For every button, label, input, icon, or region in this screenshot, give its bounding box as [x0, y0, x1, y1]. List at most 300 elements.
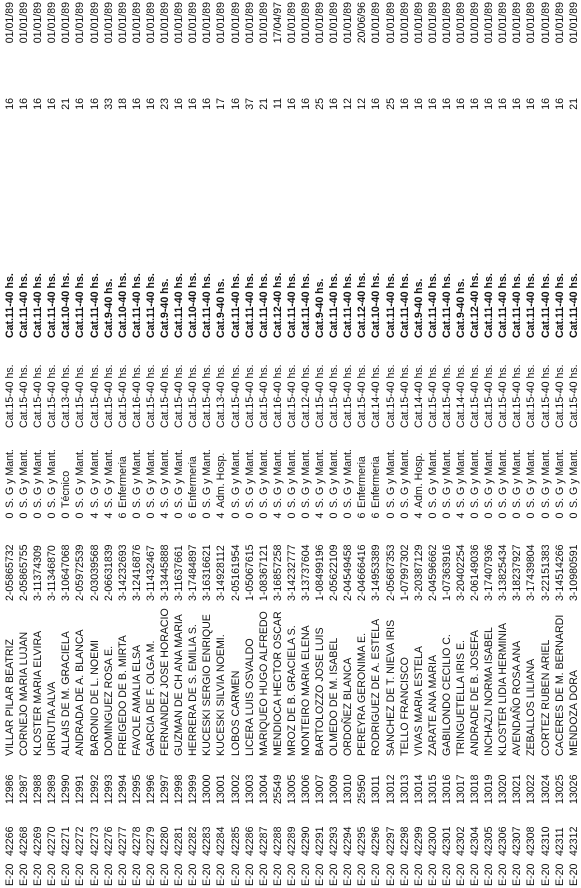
legajo-cell: 25950 [356, 774, 369, 804]
new-category-cell: Cat.10-40 hs. [60, 272, 73, 338]
old-category-cell: Cat.15-40 hs. [384, 364, 397, 428]
points-cell: 12 [342, 98, 355, 110]
file-number-cell: 42282 [187, 826, 200, 856]
file-number-cell: 42273 [88, 826, 101, 856]
document-cell: 3-20387129 [412, 544, 425, 601]
file-number-cell: 42298 [398, 826, 411, 856]
table-row [426, 2, 440, 886]
file-number-cell: 42301 [440, 826, 453, 856]
date-cell: 01/01/89 [384, 2, 397, 44]
new-category-cell: Cat.12-40 hs. [469, 272, 482, 338]
table-row [17, 2, 31, 886]
code-cell: E-20 [328, 863, 341, 886]
new-category-cell: Cat.11-40 hs. [229, 273, 242, 338]
flag-cell: 0 [299, 512, 312, 519]
legajo-cell: 12997 [159, 774, 172, 804]
table-row [510, 2, 524, 886]
date-cell: 01/01/89 [285, 2, 298, 44]
flag-cell: 0 [229, 512, 242, 519]
file-number-cell: 42280 [159, 826, 172, 856]
table-row [45, 2, 59, 886]
points-cell: 16 [469, 98, 482, 110]
points-cell: 16 [412, 98, 425, 110]
points-cell: 16 [370, 98, 383, 110]
table-row [73, 2, 87, 886]
name-cell: VIVAS MARIA ESTELA [412, 646, 425, 756]
old-category-cell: Cat.15-40 hs. [426, 364, 439, 428]
flag-cell: 0 [328, 512, 341, 519]
name-cell: ORDOÑEZ BLANCA [342, 657, 355, 756]
document-cell: 3-11637661 [173, 545, 186, 601]
area-cell: S. G y Mant. [342, 449, 355, 508]
code-cell: E-20 [74, 863, 87, 886]
table-row [271, 2, 285, 886]
area-cell: S. G y Mant. [32, 449, 45, 508]
date-cell: 01/01/89 [88, 2, 101, 44]
area-cell: S. G y Mant. [483, 449, 496, 508]
legajo-cell: 13002 [229, 774, 242, 804]
code-cell: E-20 [299, 863, 312, 886]
file-number-cell: 42294 [342, 826, 355, 856]
table-row [229, 2, 243, 886]
document-cell: 3-14928112 [215, 545, 228, 601]
table-row [3, 2, 17, 886]
code-cell: E-20 [229, 863, 242, 886]
old-category-cell: Cat.15-40 hs. [567, 364, 580, 428]
code-cell: E-20 [525, 863, 538, 886]
date-cell: 01/01/89 [60, 2, 73, 44]
new-category-cell: Cat.9-40 hs. [412, 278, 425, 338]
document-cell: 2-04596662 [426, 544, 439, 601]
name-cell: CACERES DE M. BERNARDI [553, 614, 566, 756]
date-cell: 01/01/89 [567, 2, 580, 44]
legajo-cell: 13011 [370, 775, 383, 804]
points-cell: 16 [144, 98, 157, 110]
code-cell: E-20 [116, 863, 129, 886]
flag-cell: 0 [144, 512, 157, 519]
name-cell: KUCESKI SERGIO ENRIQUE [201, 614, 214, 756]
document-cell: 3-16857258 [271, 544, 284, 601]
area-cell: S. G y Mant. [46, 449, 59, 508]
points-cell: 16 [497, 98, 510, 110]
new-category-cell: Cat.11-40 hs. [384, 273, 397, 338]
area-cell: S. G y Mant. [525, 449, 538, 508]
table-row [299, 2, 313, 886]
code-cell: E-20 [243, 863, 256, 886]
file-number-cell: 42271 [60, 826, 73, 856]
old-category-cell: Cat.15-40 hs. [144, 364, 157, 428]
date-cell: 01/01/89 [74, 2, 87, 44]
legajo-cell: 13020 [497, 774, 510, 804]
legajo-cell: 13012 [384, 774, 397, 804]
file-number-cell: 42306 [497, 826, 510, 856]
area-cell: Enfermeria [187, 456, 200, 508]
document-cell: 3-18237927 [511, 544, 524, 601]
name-cell: CORNEJO MARIA LUJAN [18, 631, 31, 756]
area-cell: S. G y Mant. [243, 449, 256, 508]
code-cell: E-20 [88, 863, 101, 886]
document-cell: 2-05161954 [229, 544, 242, 601]
date-cell: 17/04/97 [271, 2, 284, 44]
area-cell: S. G y Mant. [426, 449, 439, 508]
flag-cell: 6 [116, 512, 129, 519]
old-category-cell: Cat.15-40 hs. [314, 364, 327, 428]
area-cell: S. G y Mant. [440, 449, 453, 508]
code-cell: E-20 [130, 863, 143, 886]
old-category-cell: Cat.15-40 hs. [88, 364, 101, 428]
flag-cell: 0 [46, 512, 59, 519]
new-category-cell: Cat.11-40 hs. [130, 273, 143, 338]
date-cell: 01/01/89 [229, 2, 242, 44]
area-cell: S. G y Mant. [553, 449, 566, 508]
area-cell: S. G y Mant. [229, 449, 242, 508]
file-number-cell: 42272 [74, 826, 87, 856]
code-cell: E-20 [567, 863, 580, 886]
file-number-cell: 42300 [426, 826, 439, 856]
document-cell: 2-04666416 [356, 544, 369, 601]
old-category-cell: Cat.15-40 hs. [116, 364, 129, 428]
old-category-cell: Cat.15-40 hs. [342, 364, 355, 428]
flag-cell: 4 [102, 512, 115, 519]
old-category-cell: Cat.15-40 hs. [201, 364, 214, 428]
name-cell: BARTOLOZZO JOSE LUIS [314, 627, 327, 756]
code-cell: E-20 [455, 863, 467, 886]
old-category-cell: Cat.12-40 hs. [299, 364, 312, 428]
points-cell: 16 [173, 98, 186, 110]
old-category-cell: Cat.15-40 hs. [511, 364, 524, 428]
name-cell: PEREYRA GERONIMA E. [356, 632, 369, 756]
legajo-cell: 13005 [285, 774, 298, 804]
flag-cell: 0 [497, 512, 510, 519]
points-cell: 16 [4, 98, 16, 110]
date-cell: 01/01/89 [455, 2, 467, 44]
area-cell: S. G y Mant. [497, 449, 510, 508]
flag-cell: 0 [426, 512, 439, 519]
name-cell: BARONIO DE L. NOEMI [88, 640, 101, 756]
flag-cell: 6 [356, 512, 369, 519]
document-cell: 2-04549458 [342, 544, 355, 601]
date-cell: 01/01/89 [299, 2, 312, 44]
points-cell: 16 [88, 98, 101, 110]
new-category-cell: Cat.11-40 hs. [426, 273, 439, 338]
flag-cell: 0 [201, 512, 214, 519]
old-category-cell: Cat.15-40 hs. [525, 364, 538, 428]
date-cell: 01/01/89 [159, 2, 172, 44]
table-row [172, 2, 186, 886]
legajo-cell: 13003 [243, 774, 256, 804]
name-cell: VILLAR PILAR BEATRIZ [4, 639, 16, 756]
table-row [214, 2, 228, 886]
file-number-cell: 42279 [144, 826, 157, 856]
new-category-cell: Cat.9-40 hs. [455, 278, 467, 338]
date-cell: 01/01/89 [370, 2, 383, 44]
date-cell: 01/01/89 [314, 2, 327, 44]
legajo-cell: 25549 [271, 774, 284, 804]
file-number-cell: 42308 [525, 826, 538, 856]
name-cell: GUZMAN DE CH ANA MARIA [173, 614, 186, 756]
old-category-cell: Cat.14-40 hs. [455, 364, 467, 428]
legajo-cell: 13022 [525, 774, 538, 804]
legajo-cell: 12992 [88, 774, 101, 804]
name-cell: GARCIA DE F. OLGA M. [144, 640, 157, 756]
points-cell: 16 [398, 98, 411, 110]
old-category-cell: Cat.15-40 hs. [173, 364, 186, 428]
flag-cell: 0 [553, 512, 566, 519]
document-cell: 3-20402254 [455, 544, 467, 601]
document-cell: 3-13445888 [159, 544, 172, 601]
date-cell: 01/01/89 [173, 2, 186, 44]
document-cell: 3-16316621 [201, 544, 214, 601]
new-category-cell: Cat.9-40 hs. [215, 278, 228, 338]
area-cell: Adm. Hosp. [412, 452, 425, 508]
area-cell: Enfermeria [370, 456, 383, 508]
table-row [355, 2, 369, 886]
old-category-cell: Cat.15-40 hs. [328, 364, 341, 428]
new-category-cell: Cat.12-40 hs. [271, 272, 284, 338]
file-number-cell: 42277 [116, 826, 129, 856]
points-cell: 18 [116, 98, 129, 110]
new-category-cell: Cat.11-40 hs. [18, 273, 31, 338]
new-category-cell: Cat.11-40 hs. [46, 273, 59, 338]
table-row [496, 2, 510, 886]
area-cell: S. G y Mant. [257, 449, 270, 508]
points-cell: 21 [60, 98, 73, 110]
name-cell: ZARATE ANA MARIA [426, 654, 439, 756]
code-cell: E-20 [539, 863, 552, 886]
area-cell: S. G y Mant. [88, 449, 101, 508]
table-body [3, 2, 581, 886]
points-cell: 16 [74, 98, 87, 110]
code-cell: E-20 [4, 863, 16, 886]
area-cell: S. G y Mant. [173, 449, 186, 508]
document-cell: 3-22151383 [539, 544, 552, 601]
date-cell: 01/01/89 [440, 2, 453, 44]
legajo-cell: 13015 [426, 774, 439, 804]
flag-cell: 4 [159, 512, 172, 519]
flag-cell: 0 [384, 512, 397, 519]
document-cell: 2-05865732 [4, 544, 16, 601]
file-number-cell: 42291 [314, 826, 327, 856]
code-cell: E-20 [356, 863, 369, 886]
area-cell: S. G y Mant. [511, 449, 524, 508]
document-cell: 3-10980591 [567, 544, 580, 601]
points-cell: 33 [102, 98, 115, 110]
new-category-cell: Cat.11-40 hs. [539, 273, 552, 338]
file-number-cell: 42286 [243, 826, 256, 856]
document-cell: 2-06149036 [469, 544, 482, 601]
file-number-cell: 42276 [102, 826, 115, 856]
document-cell: 3-17407936 [483, 544, 496, 601]
document-cell: 3-12416876 [130, 544, 143, 601]
date-cell: 01/01/89 [144, 2, 157, 44]
new-category-cell: Cat.11-40 hs. [4, 273, 16, 338]
date-cell: 01/01/89 [483, 2, 496, 44]
old-category-cell: Cat.15-40 hs. [469, 364, 482, 428]
flag-cell: 0 [440, 512, 453, 519]
table-row [553, 2, 567, 886]
flag-cell: 0 [285, 512, 298, 519]
legajo-cell: 12999 [187, 774, 200, 804]
date-cell: 01/01/89 [32, 2, 45, 44]
flag-cell: 0 [18, 512, 31, 519]
legajo-cell: 13021 [511, 774, 524, 804]
file-number-cell: 42285 [229, 826, 242, 856]
document-cell: 2-06631839 [102, 544, 115, 601]
area-cell: S. G y Mant. [144, 449, 157, 508]
old-category-cell: Cat.15-40 hs. [159, 364, 172, 428]
table-row [116, 2, 130, 886]
code-cell: E-20 [32, 863, 45, 886]
name-cell: MARIQUEO HUGO ALFREDO [257, 611, 270, 756]
points-cell: 16 [201, 98, 214, 110]
date-cell: 01/01/89 [426, 2, 439, 44]
date-cell: 01/01/89 [18, 2, 31, 44]
legajo-cell: 12987 [18, 774, 31, 804]
document-cell: 3-17484897 [187, 544, 200, 601]
table-row [412, 2, 426, 886]
legajo-cell: 12990 [60, 774, 73, 804]
area-cell: S. G y Mant. [271, 449, 284, 508]
file-number-cell: 42278 [130, 826, 143, 856]
name-cell: GABILONDO CECILIO C. [440, 634, 453, 756]
document-cell: 3-14514266 [553, 544, 566, 601]
name-cell: OLMEDO DE M. ISABEL [328, 637, 341, 756]
code-cell: E-20 [46, 863, 59, 886]
area-cell: S. G y Mant. [74, 449, 87, 508]
code-cell: E-20 [511, 863, 524, 886]
name-cell: LICERA LUIS OSVALDO [243, 638, 256, 756]
name-cell: SANCHEZ DE T. NIEVA IRIS [384, 619, 397, 756]
points-cell: 16 [328, 98, 341, 110]
document-cell: 2-05687353 [384, 544, 397, 601]
code-cell: E-20 [257, 863, 270, 886]
name-cell: FREIGEDO DE B. MIRTA [116, 635, 129, 756]
flag-cell: 6 [187, 512, 200, 519]
code-cell: E-20 [553, 863, 566, 886]
points-cell: 16 [32, 98, 45, 110]
points-cell: 16 [130, 98, 143, 110]
document-cell: 2-05865755 [18, 544, 31, 601]
points-cell: 16 [426, 98, 439, 110]
date-cell: 01/01/89 [201, 2, 214, 44]
date-cell: 01/01/89 [4, 2, 16, 44]
table-row [31, 2, 45, 886]
table-row [144, 2, 158, 886]
personnel-table [3, 2, 581, 886]
table-row [88, 2, 102, 886]
legajo-cell: 13025 [553, 774, 566, 804]
legajo-cell: 12993 [102, 774, 115, 804]
date-cell: 01/01/89 [497, 2, 510, 44]
document-cell: 2-05622109 [328, 544, 341, 601]
file-number-cell: 42281 [173, 826, 186, 856]
points-cell: 16 [285, 98, 298, 110]
points-cell: 16 [483, 98, 496, 110]
new-category-cell: Cat.11-40 hs. [144, 273, 157, 338]
file-number-cell: 42302 [455, 826, 467, 856]
date-cell: 01/01/89 [102, 2, 115, 44]
flag-cell: 4 [271, 512, 284, 519]
points-cell: 16 [229, 98, 242, 110]
area-cell: Técnico [60, 470, 73, 508]
document-cell: 3-14232777 [285, 544, 298, 601]
old-category-cell: Cat.15-40 hs. [539, 364, 552, 428]
table-row [384, 2, 398, 886]
flag-cell: 0 [74, 512, 87, 519]
new-category-cell: Cat.11-40 hs. [525, 273, 538, 338]
flag-cell: 0 [130, 512, 143, 519]
new-category-cell: Cat.11-40 hs. [243, 273, 256, 338]
document-cell: 3-10647068 [60, 544, 73, 601]
flag-cell: 0 [511, 512, 524, 519]
legajo-cell: 13006 [299, 774, 312, 804]
file-number-cell: 42299 [412, 826, 425, 856]
new-category-cell: Cat.9-40 hs. [102, 278, 115, 338]
code-cell: E-20 [426, 863, 439, 886]
date-cell: 01/01/89 [539, 2, 552, 44]
name-cell: TRINGUETELLA IRIS E. [455, 640, 467, 756]
code-cell: E-20 [497, 863, 510, 886]
area-cell: S. G y Mant. [285, 449, 298, 508]
document-cell: 1-05067615 [243, 544, 256, 601]
old-category-cell: Cat.15-40 hs. [46, 364, 59, 428]
area-cell: S. G y Mant. [314, 449, 327, 508]
name-cell: ANDRADA DE A. BLANCA [74, 629, 87, 756]
new-category-cell: Cat.11-40 hs. [173, 273, 186, 338]
new-category-cell: Cat.11-40 hs. [483, 273, 496, 338]
code-cell: E-20 [483, 863, 496, 886]
flag-cell: 6 [370, 512, 383, 519]
legajo-cell: 13004 [257, 774, 270, 804]
legajo-cell: 13017 [455, 774, 467, 804]
new-category-cell: Cat.11-40 hs. [342, 273, 355, 338]
file-number-cell: 42295 [356, 826, 369, 856]
points-cell: 16 [553, 98, 566, 110]
document-cell: 1-07363916 [440, 544, 453, 601]
area-cell: S. G y Mant. [18, 449, 31, 508]
old-category-cell: Cat.14-40 hs. [412, 364, 425, 428]
flag-cell: 0 [525, 512, 538, 519]
old-category-cell: Cat.15-40 hs. [483, 364, 496, 428]
old-category-cell: Cat.16-40 hs. [271, 364, 284, 428]
file-number-cell: 42287 [257, 826, 270, 856]
points-cell: 16 [511, 98, 524, 110]
document-cell: 3-13825434 [497, 544, 510, 601]
old-category-cell: Cat.15-40 hs. [102, 364, 115, 428]
new-category-cell: Cat.11-40 hs. [285, 273, 298, 338]
legajo-cell: 13001 [215, 774, 228, 804]
code-cell: E-20 [173, 863, 186, 886]
document-cell: 1-07997302 [398, 544, 411, 601]
date-cell: 01/01/89 [342, 2, 355, 44]
table-row [285, 2, 299, 886]
table-row [186, 2, 200, 886]
legajo-cell: 12986 [4, 774, 16, 804]
new-category-cell: Cat.11-40 hs. [328, 273, 341, 338]
legajo-cell: 12996 [144, 774, 157, 804]
old-category-cell: Cat.13-40 hs. [60, 364, 73, 428]
name-cell: INCHAZU NORMA ISABEL [483, 627, 496, 756]
old-category-cell: Cat.15-40 hs. [4, 364, 16, 428]
area-cell: S. G y Mant. [130, 449, 143, 508]
flag-cell: 0 [60, 512, 73, 519]
points-cell: 16 [455, 98, 467, 110]
name-cell: LOBOS CARMEN [229, 670, 242, 756]
name-cell: MENDIOCA HECTOR OSCAR [271, 611, 284, 756]
name-cell: URRUTIA ALVA [46, 681, 59, 756]
area-cell: S. G y Mant. [455, 449, 467, 508]
table-row [398, 2, 412, 886]
